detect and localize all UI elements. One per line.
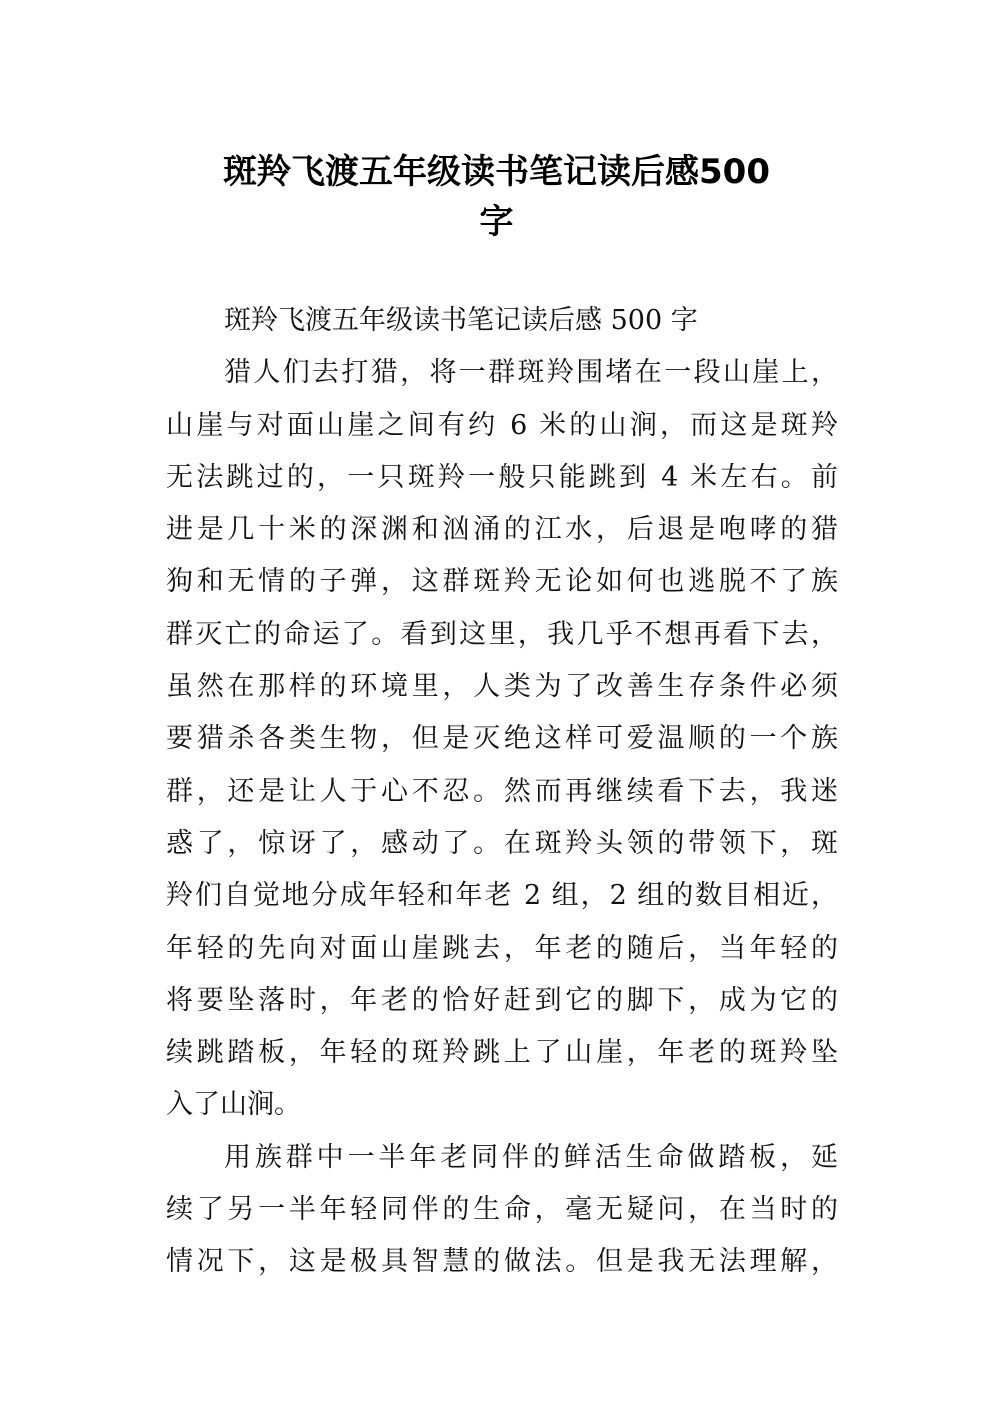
text-line: 群灭亡的命运了。看到这里，我几乎不想再看下去， — [166, 618, 838, 650]
text-line: 猎人们去打猎，将一群斑羚围堵在一段山崖上， — [224, 357, 838, 389]
text-line: 进是几十米的深渊和汹涌的江水，后退是咆哮的猎 — [166, 514, 838, 546]
text-line: 山崖与对面山崖之间有约 6 米的山涧，而这是斑羚 — [166, 409, 838, 441]
text-line: 续跳踏板，年轻的斑羚跳上了山崖，年老的斑羚坠 — [166, 1037, 838, 1069]
text-line: 虽然在那样的环境里，人类为了改善生存条件必须 — [166, 671, 838, 703]
text-line: 狗和无情的子弹，这群斑羚无论如何也逃脱不了族 — [166, 566, 838, 598]
text-line: 要猎杀各类生物，但是灭绝这样可爱温顺的一个族 — [166, 723, 838, 755]
paragraph-story — [166, 347, 838, 1131]
text-line: 年轻的先向对面山崖跳去，年老的随后，当年轻的 — [166, 932, 838, 964]
text-line: 斑羚飞渡五年级读书笔记读后感 500 字 — [224, 305, 698, 336]
paragraph-subtitle — [166, 295, 838, 347]
text-line: 入了山涧。 — [166, 1089, 301, 1121]
text-line: 惑了，惊讶了，感动了。在斑羚头领的带领下，斑 — [166, 827, 838, 859]
document-body — [166, 295, 838, 1289]
text-line: 将要坠落时，年老的恰好赶到它的脚下，成为它的 — [166, 984, 838, 1016]
text-line: 无法跳过的，一只斑羚一般只能跳到 4 米左右。前 — [166, 461, 838, 493]
title-line-1: 斑羚飞渡五年级读书笔记读后感500 — [223, 151, 770, 192]
text-line: 羚们自觉地分成年轻和年老 2 组，2 组的数目相近， — [166, 880, 838, 912]
text-line: 群，还是让人于心不忍。然而再继续看下去，我迷 — [166, 775, 838, 807]
text-line: 续了另一半年轻同伴的生命，毫无疑问，在当时的 — [166, 1194, 838, 1226]
text-line: 用族群中一半年老同伴的鲜活生命做踏板，延 — [224, 1141, 838, 1173]
text-line: 情况下，这是极具智慧的做法。但是我无法理解， — [166, 1246, 838, 1278]
paragraph-reflection — [166, 1132, 838, 1289]
title-line-2: 字 — [479, 201, 514, 242]
document-title — [160, 147, 833, 247]
